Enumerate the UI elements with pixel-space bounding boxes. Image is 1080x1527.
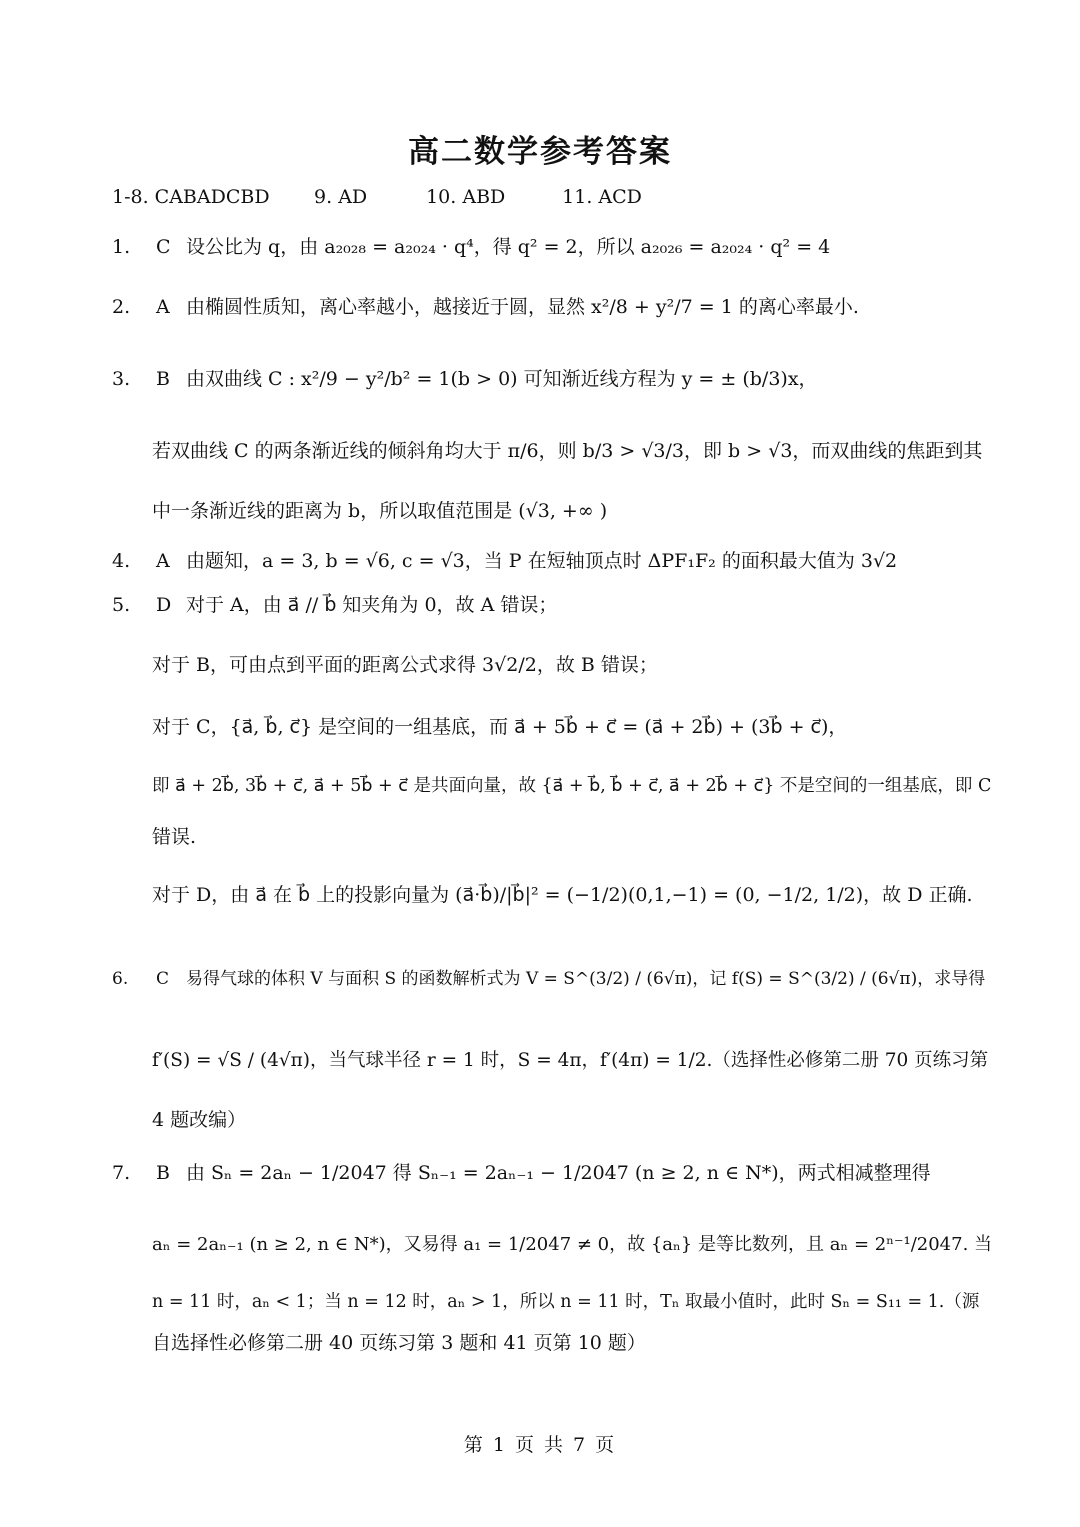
page-footer: 第 1 页 共 7 页	[463, 1434, 617, 1456]
question-7	[112, 1158, 931, 1185]
question-choice: B	[156, 368, 170, 390]
question-choice: C	[156, 236, 171, 258]
question-line: 中一条渐近线的距离为 b，所以取值范围是 (√3, +∞ )	[152, 500, 608, 522]
page-title: 高二数学参考答案	[408, 134, 672, 170]
question-choice: A	[156, 296, 170, 318]
question-line: 设公比为 q，由 a₂₀₂₈ = a₂₀₂₄ · q⁴，得 q² = 2，所以 a₂₀₂₆ = a₂₀₂₄ · q² = 4	[186, 236, 831, 258]
question-line: 对于 D，由 a⃗ 在 b⃗ 上的投影向量为 (a⃗·b⃗)/|b⃗|² = (−1/2)(0,1,−1) = (0, −1/2, 1/2)，故 D 正确.	[152, 884, 973, 906]
question-line: 对于 B，可由点到平面的距离公式求得 3√2/2，故 B 错误；	[152, 654, 658, 676]
question-line: n = 11 时，aₙ < 1；当 n = 12 时，aₙ > 1，所以 n = 11 时，Tₙ 取最小值时，此时 Sₙ = S₁₁ = 1.（源	[152, 1292, 980, 1312]
question-2	[112, 292, 859, 319]
question-5	[112, 590, 557, 617]
question-line: 即 a⃗ + 2b⃗, 3b⃗ + c⃗, a⃗ + 5b⃗ + c⃗ 是共面向量，故 {a⃗ + b⃗, b⃗ + c⃗, a⃗ + 2b⃗ + c⃗} 不是空间的一组基底，即 C	[152, 776, 992, 796]
question-line: 错误.	[152, 826, 197, 848]
answer-key-1-8: 1-8. CABADCBD	[112, 186, 270, 208]
question-choice: C	[156, 969, 170, 989]
question-1	[112, 232, 830, 259]
question-3	[112, 364, 818, 391]
question-choice: B	[156, 1162, 170, 1184]
question-line: 由 Sₙ = 2aₙ − 1/2047 得 Sₙ₋₁ = 2aₙ₋₁ − 1/2047 (n ≥ 2, n ∈ N*)，两式相减整理得	[186, 1162, 931, 1184]
question-line: 对于 C，{a⃗, b⃗, c⃗} 是空间的一组基底，而 a⃗ + 5b⃗ + c⃗ = (a⃗ + 2b⃗) + (3b⃗ + c⃗)，	[152, 716, 848, 738]
question-line: 由题知，a = 3, b = √6, c = √3，当 P 在短轴顶点时 ΔPF₁F₂ 的面积最大值为 3√2	[186, 550, 898, 572]
question-line: 若双曲线 C 的两条渐近线的倾斜角均大于 π/6，则 b/3 > √3/3，即 b > √3，而双曲线的焦距到其	[152, 440, 983, 462]
question-number: 1.	[112, 236, 131, 258]
question-6	[112, 964, 985, 989]
question-number: 7.	[112, 1162, 131, 1184]
question-number: 4.	[112, 550, 131, 572]
question-number: 3.	[112, 368, 131, 390]
answer-key-10: 10. ABD	[426, 186, 506, 208]
question-line: 对于 A，由 a⃗ // b⃗ 知夹角为 0，故 A 错误；	[186, 594, 558, 616]
answer-key-row	[112, 186, 642, 208]
question-number: 5.	[112, 594, 131, 616]
question-line: 自选择性必修第二册 40 页练习第 3 题和 41 页第 10 题）	[152, 1332, 646, 1354]
question-choice: D	[156, 594, 172, 616]
question-4	[112, 546, 897, 573]
question-number: 6.	[112, 969, 129, 989]
question-choice: A	[156, 550, 170, 572]
question-number: 2.	[112, 296, 131, 318]
question-line: 易得气球的体积 V 与面积 S 的函数解析式为 V = S^(3/2) / (6√π)，记 f(S) = S^(3/2) / (6√π)，求导得	[186, 969, 986, 989]
question-line: 4 题改编）	[152, 1109, 247, 1131]
answer-key-11: 11. ACD	[562, 186, 642, 208]
question-line: 由椭圆性质知，离心率越小，越接近于圆，显然 x²/8 + y²/7 = 1 的离心率最小.	[186, 296, 859, 318]
question-line: 由双曲线 C : x²/9 − y²/b² = 1(b > 0) 可知渐近线方程为 y = ± (b/3)x，	[186, 368, 818, 390]
question-line: f′(S) = √S / (4√π)，当气球半径 r = 1 时，S = 4π，f′(4π) = 1/2.（选择性必修第二册 70 页练习第	[152, 1050, 989, 1071]
answer-key-9: 9. AD	[314, 186, 368, 208]
question-line: aₙ = 2aₙ₋₁ (n ≥ 2, n ∈ N*)，又易得 a₁ = 1/2047 ≠ 0，故 {aₙ} 是等比数列，且 aₙ = 2ⁿ⁻¹/2047. 当	[152, 1234, 993, 1255]
